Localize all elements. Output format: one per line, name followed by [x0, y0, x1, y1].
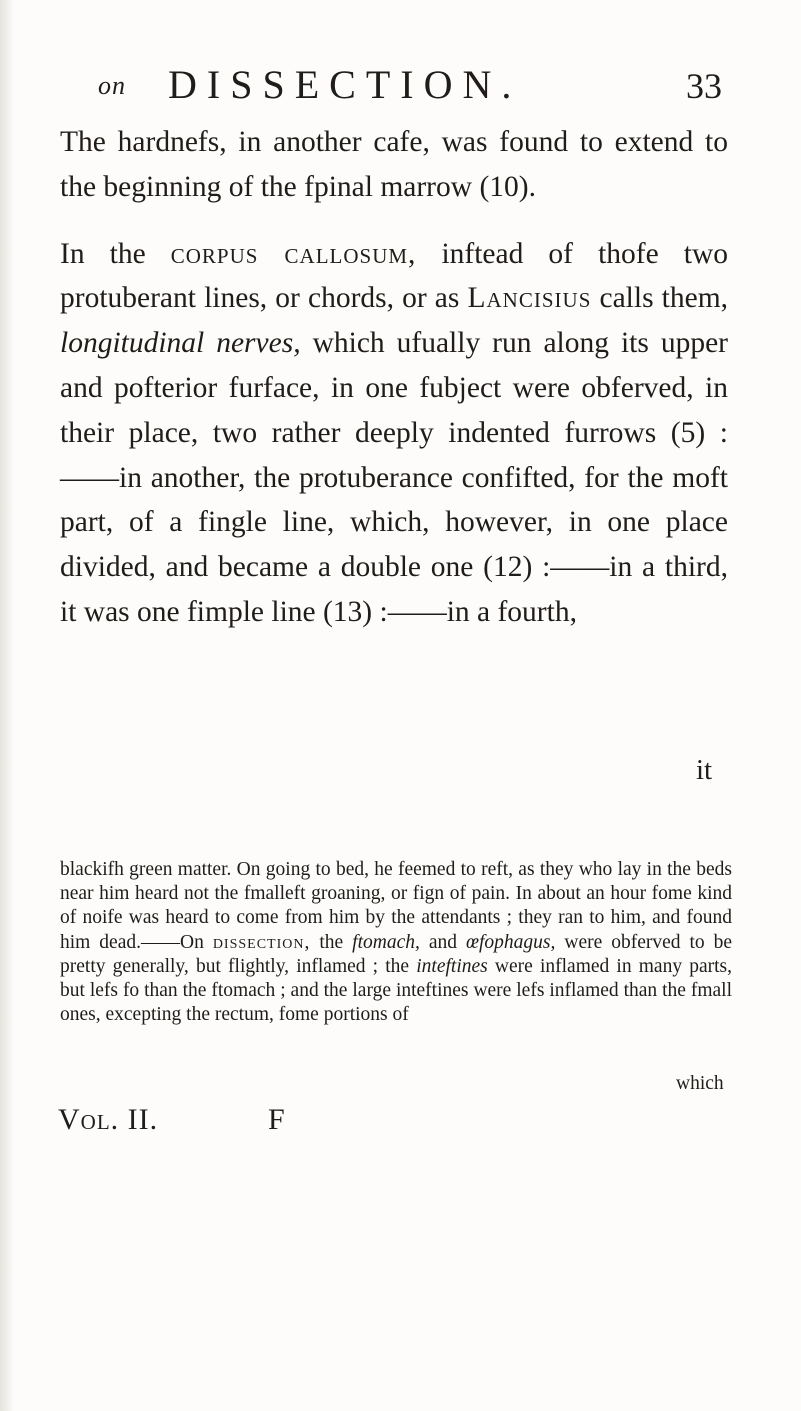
footnote-term-oesophagus: œfophagus, [465, 931, 556, 953]
name-lancisius: Lancisius [467, 282, 592, 315]
term-corpus-callosum: corpus callosum, [170, 237, 417, 270]
paragraph-2 [60, 232, 728, 635]
paragraph-2-part2: inftead of thofe two protuberant lines, or chords, or as [60, 237, 728, 315]
footnote-part1: blackifh green matter. On going to bed, he feemed to reft, as they who lay in the beds near him heard not the fmalleft groaning, or fign of pain. In about an hour fome kind of noife was heard to come from him by the attendants ; they ran to him, and found him dead.——On [60, 859, 732, 953]
footnote-part5: were inflamed in many parts, but lefs fo than the ftomach ; and the large inteftines were lefs inflamed than the fmall ones, excepting the rectum, fome portions of [60, 955, 733, 1026]
footnote-text [60, 858, 732, 1027]
paragraph-2-part4: which ufually run along its upper and pofterior furface, in one fubject were obferved, in their place, two rather deeply indented furrows (5) :——in another, the protuberance confifted, for the moft part, of a fingle line, which, however, in one place divided, and became a double one (12) :——in a third, it was one fimple line (13) :——in a fourth, [60, 327, 728, 628]
header-prefix: on [98, 71, 126, 100]
signature-mark: F [268, 1103, 285, 1136]
footnote-term-stomach: ftomach, [352, 931, 420, 953]
page-gutter-shadow [0, 0, 14, 1411]
footnote-term-intestines: inteftines [416, 955, 488, 977]
footnote-part2: the [319, 931, 344, 953]
main-text [60, 120, 728, 635]
footnote-part4: were obferved to be pretty generally, but flightly, inflamed ; the [60, 931, 733, 977]
volume-label: Vol. II. [58, 1103, 159, 1136]
paragraph-2-opening: In the [60, 237, 146, 270]
running-header [98, 55, 738, 105]
page-number: 33 [686, 66, 722, 106]
paragraph-1: The hardnefs, in another cafe, was found to extend to the beginning of the fpinal marrow (10). [60, 126, 728, 203]
footnote-catchword: which [676, 1073, 724, 1094]
paragraph-2-part3: calls them, [599, 282, 729, 315]
main-catchword: it [696, 754, 713, 786]
header-title: DISSECTION. [168, 62, 522, 107]
term-longitudinal-nerves: longitudinal nerves, [60, 327, 301, 360]
footnote-term-dissection: dissection, [212, 931, 311, 953]
footnote [60, 858, 732, 1027]
footnote-part3: and [428, 931, 457, 953]
